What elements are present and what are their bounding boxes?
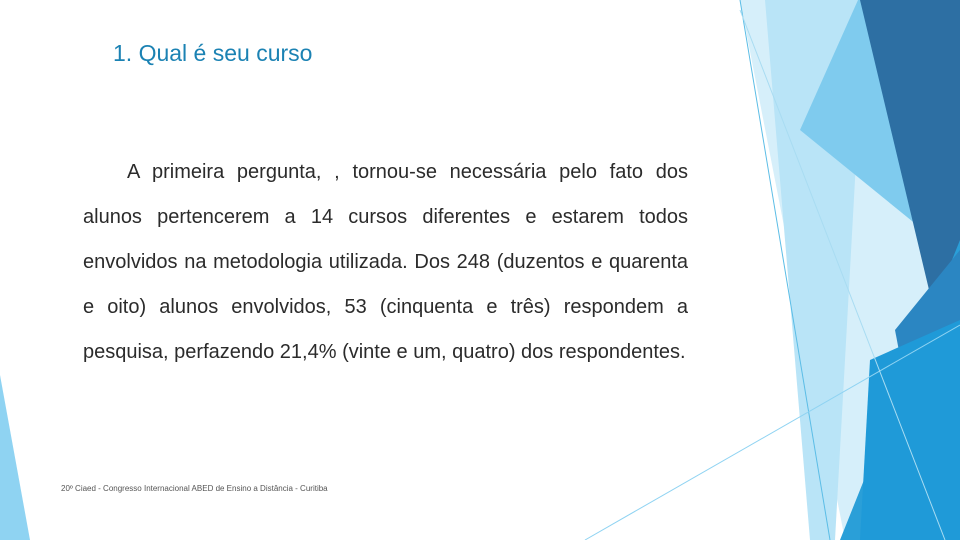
slide-title: 1. Qual é seu curso <box>113 40 313 66</box>
left-edge-shape <box>0 375 30 540</box>
footer-text: 20º Ciaed - Congresso Internacional ABED de Ensino a Distância - Curitiba <box>61 484 328 493</box>
body-paragraph: A primeira pergunta, , tornou-se necessária pelo fato dos alunos pertencerem a 14 cursos diferentes e estarem todos envolvidos na metodologia utilizada. Dos 248 (duzentos e quarenta e oito) alunos envolvidos, 53 (cinquenta e três) respondem a pesquisa, perfazendo 21,4% (vinte e um, quatro) dos respondentes. <box>83 161 688 363</box>
